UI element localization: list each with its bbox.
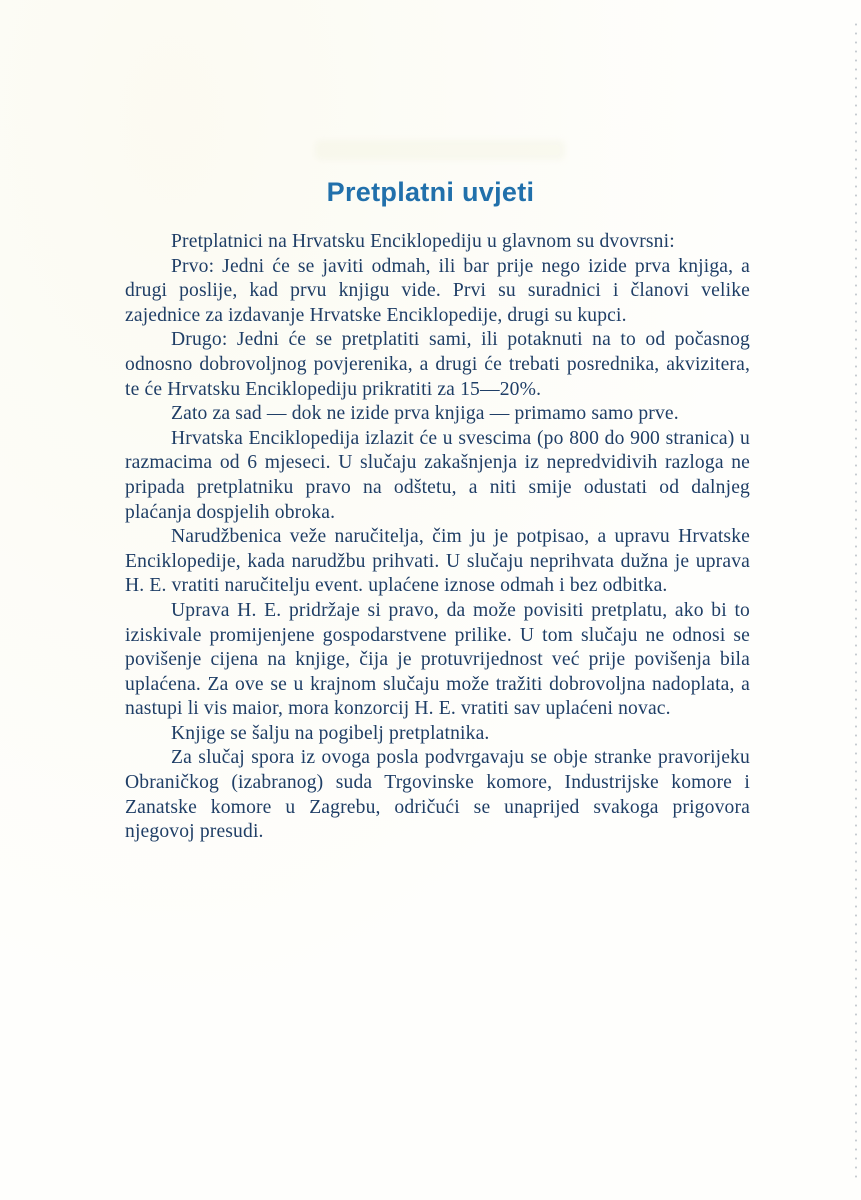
paragraph-izlazenje: Hrvatska Enciklopedija izlazit će u svescima (po 800 do 900 stranica) u razmacima od 6 mjeseci. U slučaju zakašnjenja iz nepredvidivih razloga ne pripada pretplatniku pravo na odštetu, a niti smije odustati od dalnjeg plaćanja dospjelih obroka. bbox=[125, 427, 750, 523]
paragraph-prvo: Prvo: Jedni će se javiti odmah, ili bar prije nego izide prva knjiga, a drugi poslije, kad prvu knjigu vide. Prvi su suradnici i članovi velike zajednice za izdavanje Hrvatske Enciklopedije, drugi su kupci. bbox=[125, 255, 750, 326]
paragraph-spor: Za slučaj spora iz ovoga posla podvrgavaju se obje stranke pravorijeku Obraničkog (izabranog) suda Trgovinske komore, Industrijske komore i Zanatske komore u Zagrebu, odričući se unaprijed svakoga prigovora njegovoj presudi. bbox=[125, 747, 750, 843]
paragraph-intro: Pretplatnici na Hrvatsku Enciklopediju u glavnom su dvovrsni: bbox=[171, 231, 675, 252]
paragraph-povisenje: Uprava H. E. pridržaje si pravo, da može povisiti pretplatu, ako bi to iziskivale promijenjene gospodarstvene prilike. U tom slučaju ne odnosi se povišenje cijena na knjige, čija je protuvrijednost već prije povišenja bila uplaćena. Za ove se u krajnom slučaju može tražiti dobrovoljna nadoplata, a nastupi li vis maior, mora konzorcij H. E. vratiti sav uplaćeni novac. bbox=[125, 599, 750, 720]
page-title: Pretplatni uvjeti bbox=[326, 177, 535, 207]
paragraph-zato: Zato za sad — dok ne izide prva knjiga — primamo samo prve. bbox=[171, 403, 679, 425]
document-body bbox=[125, 230, 750, 845]
bleed-through-mark bbox=[315, 140, 565, 160]
paragraph-narudzbenica: Narudžbenica veže naručitelja, čim ju je potpisao, a upravu Hrvatske Enciklopedije, kada narudžbu prihvati. U slučaju neprihvata dužna je uprava H. E. vratiti naručitelju event. uplaćene iznose odmah i bez odbitka. bbox=[125, 526, 750, 597]
paragraph-drugo: Drugo: Jedni će se pretplatiti sami, ili potaknuti na to od počasnog odnosno dobrovoljnog povjerenika, a drugi će trebati posrednika, akvizitera, te će Hrvatsku Enciklopediju prikratiti za 15—20%. bbox=[125, 329, 750, 400]
paragraph-pogibelj: Knjige se šalju na pogibelj pretplatnika. bbox=[171, 722, 490, 744]
